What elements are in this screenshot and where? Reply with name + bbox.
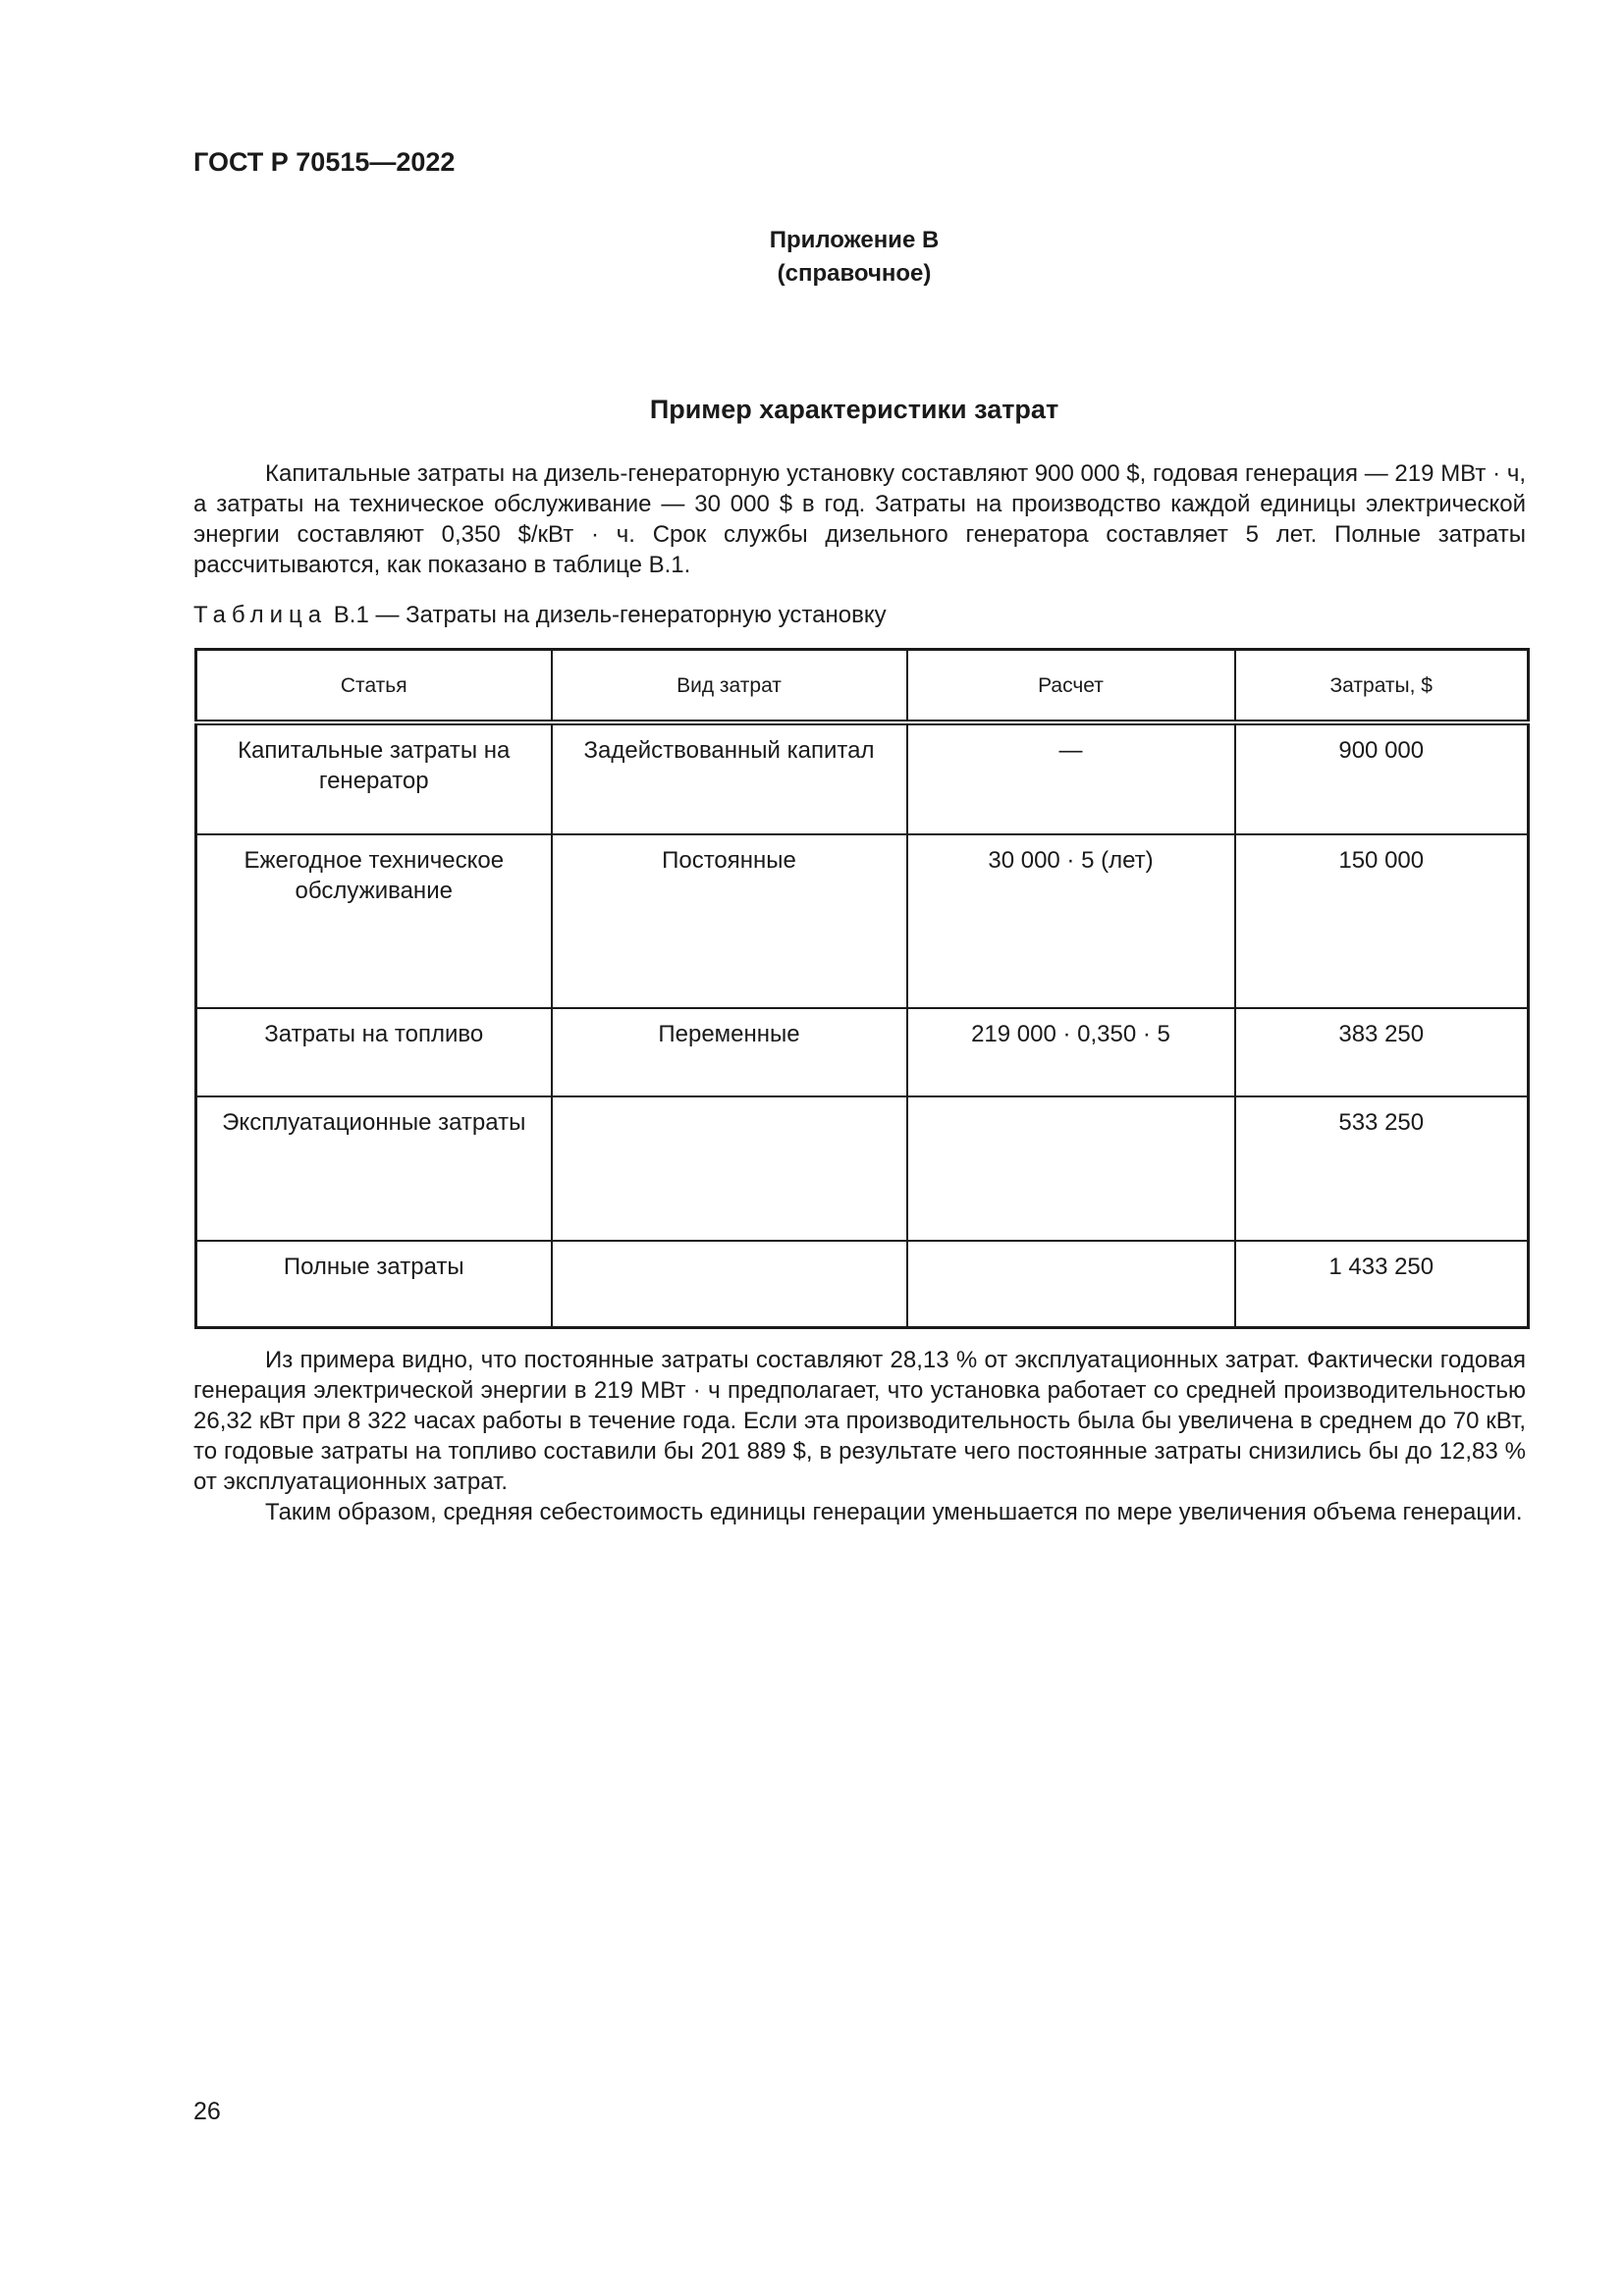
- header-calculation: Расчет: [907, 650, 1235, 723]
- table-cell: Полные затраты: [196, 1241, 552, 1328]
- table-cell: Ежегодное техническое обслуживание: [196, 834, 552, 1008]
- table-row: [196, 722, 1529, 834]
- table-cell: 30 000 · 5 (лет): [907, 834, 1235, 1008]
- table-cell: Эксплуатационные затраты: [196, 1096, 552, 1241]
- costs-table: [194, 648, 1530, 1329]
- table-header-row: [196, 650, 1529, 723]
- appendix-heading: [0, 224, 1624, 291]
- table-row: [196, 1008, 1529, 1096]
- table-cell: 1 433 250: [1235, 1241, 1529, 1328]
- table-cell: 533 250: [1235, 1096, 1529, 1241]
- table-cell: [552, 1241, 907, 1328]
- table-cell: Капитальные затраты на генератор: [196, 722, 552, 834]
- table-cell: Задействованный капитал: [552, 722, 907, 834]
- table-cell: 219 000 · 0,350 · 5: [907, 1008, 1235, 1096]
- appendix-type: (справочное): [777, 260, 932, 287]
- intro-paragraph: [193, 458, 1526, 580]
- header-cost-type: Вид затрат: [552, 650, 907, 723]
- table-cell: [907, 1241, 1235, 1328]
- section-title: Пример характеристики затрат: [649, 395, 1059, 424]
- intro-text: Капитальные затраты на дизель-генераторную установку составляют 900 000 $, годовая генерация — 219 МВт · ч, а затраты на техническое обслуживание — 30 000 $ в год. Затраты на производство каждой единицы электрической энергии составляют 0,350 $/кВт · ч. Срок службы дизельного генератора составляет 5 лет. Полные затраты рассчитываются, как показано в таблице В.1.: [193, 460, 1526, 578]
- table-cell: [907, 1096, 1235, 1241]
- table-caption-text: В.1 — Затраты на дизель-генераторную установку: [327, 602, 887, 628]
- conclusion-paragraph-2: Таким образом, средняя себестоимость единицы генерации уменьшается по мере увеличения объема генерации.: [265, 1499, 1523, 1525]
- table-cell: [552, 1096, 907, 1241]
- table-caption-label: Таблица: [193, 602, 328, 628]
- appendix-title: Приложение В: [769, 227, 940, 253]
- table-cell: 150 000: [1235, 834, 1529, 1008]
- table-cell: 383 250: [1235, 1008, 1529, 1096]
- table-row: [196, 834, 1529, 1008]
- page-number: 26: [193, 2098, 221, 2125]
- table-cell: —: [907, 722, 1235, 834]
- document-header: ГОСТ Р 70515—2022: [193, 147, 456, 177]
- table-cell: Затраты на топливо: [196, 1008, 552, 1096]
- conclusion-section: [193, 1345, 1526, 1527]
- table-row: [196, 1096, 1529, 1241]
- table-row: [196, 1241, 1529, 1328]
- table-cell: Постоянные: [552, 834, 907, 1008]
- table-cell: Переменные: [552, 1008, 907, 1096]
- conclusion-paragraph-1: Из примера видно, что постоянные затраты составляют 28,13 % от эксплуатационных затрат. Фактически годовая генерация электрической энергии в 219 МВт · ч предполагает, что установка работает со средней производительностью 26,32 кВт при 8 322 часах работы в течение года. Если эта производительность была бы увеличена в среднем до 70 кВт, то годовые затраты на топливо составили бы 201 889 $, в результате чего постоянные затраты снизились бы до 12,83 % от эксплуатационных затрат.: [193, 1347, 1526, 1495]
- header-costs: Затраты, $: [1235, 650, 1529, 723]
- table-caption: [193, 602, 887, 629]
- table-cell: 900 000: [1235, 722, 1529, 834]
- header-item: Статья: [196, 650, 552, 723]
